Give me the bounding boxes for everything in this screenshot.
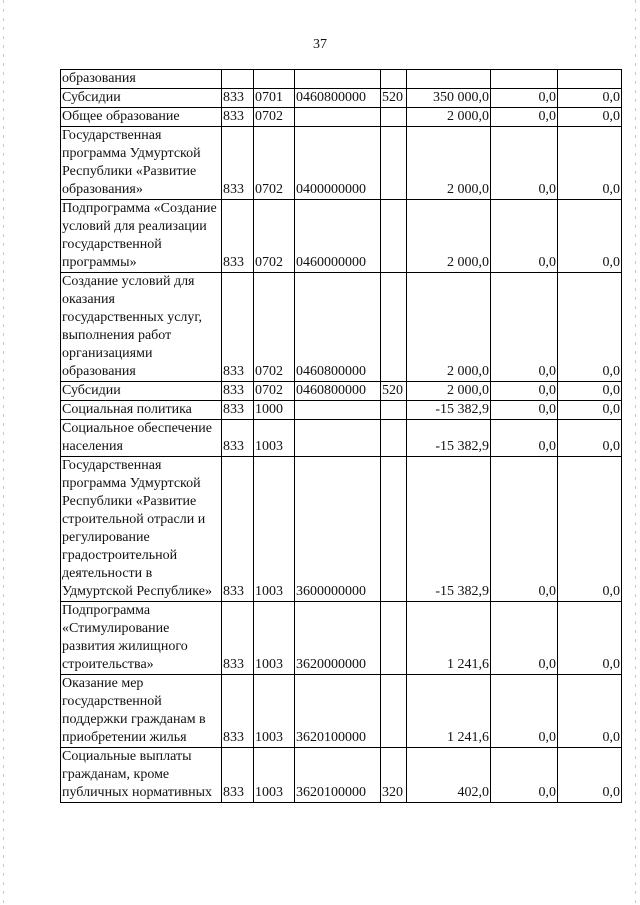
table-row xyxy=(61,401,622,420)
target-article-cell: 0460000000 xyxy=(295,200,381,273)
row-name-cell: Общее образование xyxy=(61,108,222,127)
target-article-cell xyxy=(295,108,381,127)
section-code-cell xyxy=(254,70,295,89)
expense-type-cell: 520 xyxy=(381,382,407,401)
expense-type-cell xyxy=(381,675,407,748)
amount-2-cell: 0,0 xyxy=(491,457,558,602)
amount-3-cell xyxy=(558,70,622,89)
expense-type-cell xyxy=(381,200,407,273)
table-row xyxy=(61,675,622,748)
target-article-cell xyxy=(295,401,381,420)
expense-type-cell xyxy=(381,127,407,200)
ved-code-cell: 833 xyxy=(222,108,254,127)
amount-2-cell: 0,0 xyxy=(491,89,558,108)
expense-type-cell: 320 xyxy=(381,748,407,803)
row-name-cell: Подпрограмма «Создание условий для реализации государственной программы» xyxy=(61,200,222,273)
amount-cell: -15 382,9 xyxy=(407,420,491,457)
ved-code-cell: 833 xyxy=(222,127,254,200)
amount-cell: 350 000,0 xyxy=(407,89,491,108)
section-code-cell: 1003 xyxy=(254,602,295,675)
row-name-cell: Социальная политика xyxy=(61,401,222,420)
table-body xyxy=(61,70,622,803)
target-article-cell: 3600000000 xyxy=(295,457,381,602)
amount-3-cell: 0,0 xyxy=(558,382,622,401)
section-code-cell: 1003 xyxy=(254,457,295,602)
amount-3-cell: 0,0 xyxy=(558,89,622,108)
row-name-cell: Субсидии xyxy=(61,382,222,401)
row-name-cell: Государственная программа Удмуртской Республики «Развитие строительной отрасли и регулирование градостроительной деятельности в Удмуртской Республике» xyxy=(61,457,222,602)
amount-2-cell: 0,0 xyxy=(491,127,558,200)
amount-cell: -15 382,9 xyxy=(407,401,491,420)
table-row xyxy=(61,602,622,675)
amount-2-cell: 0,0 xyxy=(491,108,558,127)
row-name-cell: Социальное обеспечение населения xyxy=(61,420,222,457)
amount-3-cell: 0,0 xyxy=(558,457,622,602)
row-name-cell: Субсидии xyxy=(61,89,222,108)
amount-2-cell xyxy=(491,70,558,89)
section-code-cell: 0702 xyxy=(254,382,295,401)
section-code-cell: 0702 xyxy=(254,108,295,127)
expense-type-cell xyxy=(381,273,407,382)
amount-cell: 1 241,6 xyxy=(407,602,491,675)
amount-2-cell: 0,0 xyxy=(491,602,558,675)
ved-code-cell: 833 xyxy=(222,401,254,420)
table-row xyxy=(61,457,622,602)
row-name-cell: Социальные выплаты гражданам, кроме публичных нормативных xyxy=(61,748,222,803)
amount-3-cell: 0,0 xyxy=(558,108,622,127)
amount-cell: 2 000,0 xyxy=(407,382,491,401)
target-article-cell: 0460800000 xyxy=(295,273,381,382)
amount-cell: -15 382,9 xyxy=(407,457,491,602)
section-code-cell: 0701 xyxy=(254,89,295,108)
ved-code-cell: 833 xyxy=(222,602,254,675)
amount-cell: 2 000,0 xyxy=(407,273,491,382)
amount-2-cell: 0,0 xyxy=(491,382,558,401)
section-code-cell: 1003 xyxy=(254,748,295,803)
section-code-cell: 0702 xyxy=(254,127,295,200)
ved-code-cell xyxy=(222,70,254,89)
ved-code-cell: 833 xyxy=(222,200,254,273)
table-row xyxy=(61,748,622,803)
amount-3-cell: 0,0 xyxy=(558,401,622,420)
expense-type-cell xyxy=(381,108,407,127)
table-row xyxy=(61,127,622,200)
amount-3-cell: 0,0 xyxy=(558,420,622,457)
target-article-cell: 3620000000 xyxy=(295,602,381,675)
section-code-cell: 1003 xyxy=(254,675,295,748)
ved-code-cell: 833 xyxy=(222,420,254,457)
target-article-cell xyxy=(295,70,381,89)
amount-cell: 2 000,0 xyxy=(407,108,491,127)
ved-code-cell: 833 xyxy=(222,675,254,748)
target-article-cell xyxy=(295,420,381,457)
row-name-cell: Подпрограмма «Стимулирование развития жилищного строительства» xyxy=(61,602,222,675)
expense-type-cell: 520 xyxy=(381,89,407,108)
table-row xyxy=(61,200,622,273)
row-name-cell: Создание условий для оказания государственных услуг, выполнения работ организациями образования xyxy=(61,273,222,382)
amount-cell: 1 241,6 xyxy=(407,675,491,748)
row-name-cell: Государственная программа Удмуртской Республики «Развитие образования» xyxy=(61,127,222,200)
expense-type-cell xyxy=(381,401,407,420)
target-article-cell: 3620100000 xyxy=(295,675,381,748)
amount-2-cell: 0,0 xyxy=(491,420,558,457)
table-row xyxy=(61,382,622,401)
amount-3-cell: 0,0 xyxy=(558,127,622,200)
target-article-cell: 0460800000 xyxy=(295,89,381,108)
section-code-cell: 0702 xyxy=(254,273,295,382)
amount-3-cell: 0,0 xyxy=(558,602,622,675)
section-code-cell: 1000 xyxy=(254,401,295,420)
section-code-cell: 1003 xyxy=(254,420,295,457)
ved-code-cell: 833 xyxy=(222,89,254,108)
target-article-cell: 3620100000 xyxy=(295,748,381,803)
section-code-cell: 0702 xyxy=(254,200,295,273)
page-number: 37 xyxy=(313,37,327,52)
amount-3-cell: 0,0 xyxy=(558,200,622,273)
ved-code-cell: 833 xyxy=(222,457,254,602)
amount-cell xyxy=(407,70,491,89)
right-scan-edge xyxy=(635,0,636,905)
amount-cell: 402,0 xyxy=(407,748,491,803)
amount-2-cell: 0,0 xyxy=(491,273,558,382)
amount-2-cell: 0,0 xyxy=(491,748,558,803)
amount-3-cell: 0,0 xyxy=(558,748,622,803)
amount-cell: 2 000,0 xyxy=(407,127,491,200)
amount-2-cell: 0,0 xyxy=(491,401,558,420)
table-row xyxy=(61,108,622,127)
expense-type-cell xyxy=(381,420,407,457)
target-article-cell: 0460800000 xyxy=(295,382,381,401)
table-row xyxy=(61,70,622,89)
expense-type-cell xyxy=(381,602,407,675)
expense-type-cell xyxy=(381,457,407,602)
ved-code-cell: 833 xyxy=(222,273,254,382)
ved-code-cell: 833 xyxy=(222,748,254,803)
amount-3-cell: 0,0 xyxy=(558,273,622,382)
row-name-cell: образования xyxy=(61,70,222,89)
table-row xyxy=(61,89,622,108)
row-name-cell: Оказание мер государственной поддержки гражданам в приобретении жилья xyxy=(61,675,222,748)
amount-2-cell: 0,0 xyxy=(491,200,558,273)
ved-code-cell: 833 xyxy=(222,382,254,401)
amount-cell: 2 000,0 xyxy=(407,200,491,273)
expense-type-cell xyxy=(381,70,407,89)
table-row xyxy=(61,273,622,382)
budget-table xyxy=(60,69,622,803)
left-scan-edge xyxy=(3,0,4,905)
target-article-cell: 0400000000 xyxy=(295,127,381,200)
amount-3-cell: 0,0 xyxy=(558,675,622,748)
amount-2-cell: 0,0 xyxy=(491,675,558,748)
table-row xyxy=(61,420,622,457)
